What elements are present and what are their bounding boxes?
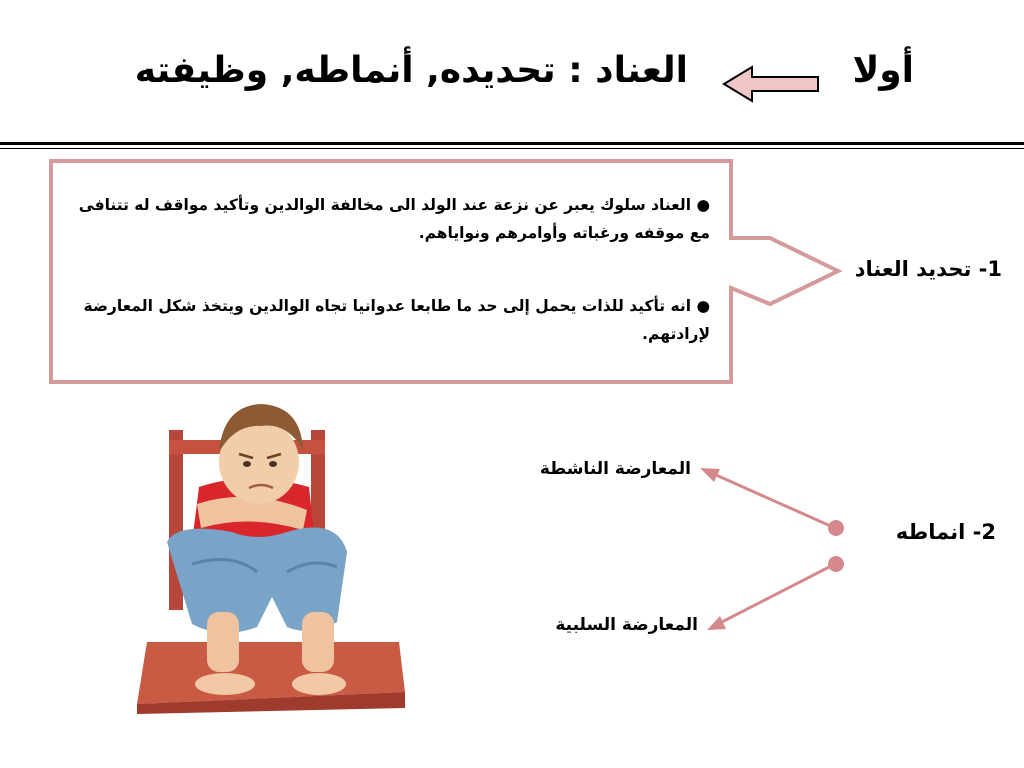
- bullet-dot-icon: ●: [696, 196, 710, 214]
- section1-heading: 1- تحديد العناد: [854, 257, 1002, 281]
- bullet-1-text: العناد سلوك يعبر عن نزعة عند الولد الى مخالفة الوالدين وتأكيد مواقف له تتنافى مع موقفه ورغباته وأوامرهم ونواياهم.: [78, 196, 710, 242]
- page-title: العناد : تحديده, أنماطه, وظيفته: [134, 50, 688, 91]
- title-arrow-icon: [722, 64, 822, 104]
- bullet-1: [60, 191, 710, 247]
- type-active-opposition: المعارضة الناشطة: [539, 459, 691, 479]
- child-chair-image: [137, 392, 409, 714]
- bullet-2: [60, 292, 710, 348]
- section2-heading: 2- انماطه: [895, 520, 996, 544]
- types-connector-lines: [690, 458, 860, 643]
- bullet-dot-icon: ●: [696, 297, 710, 315]
- title-divider-thin: [0, 148, 1024, 149]
- bullet-2-text: انه تأكيد للذات يحمل إلى حد ما طابعا عدوانيا تجاه الوالدين ويتخذ شكل المعارضة لإرادتهم.: [83, 297, 710, 343]
- type-passive-opposition: المعارضة السلبية: [555, 615, 698, 635]
- title-divider: [0, 142, 1024, 145]
- title-prefix: أولا: [852, 50, 914, 91]
